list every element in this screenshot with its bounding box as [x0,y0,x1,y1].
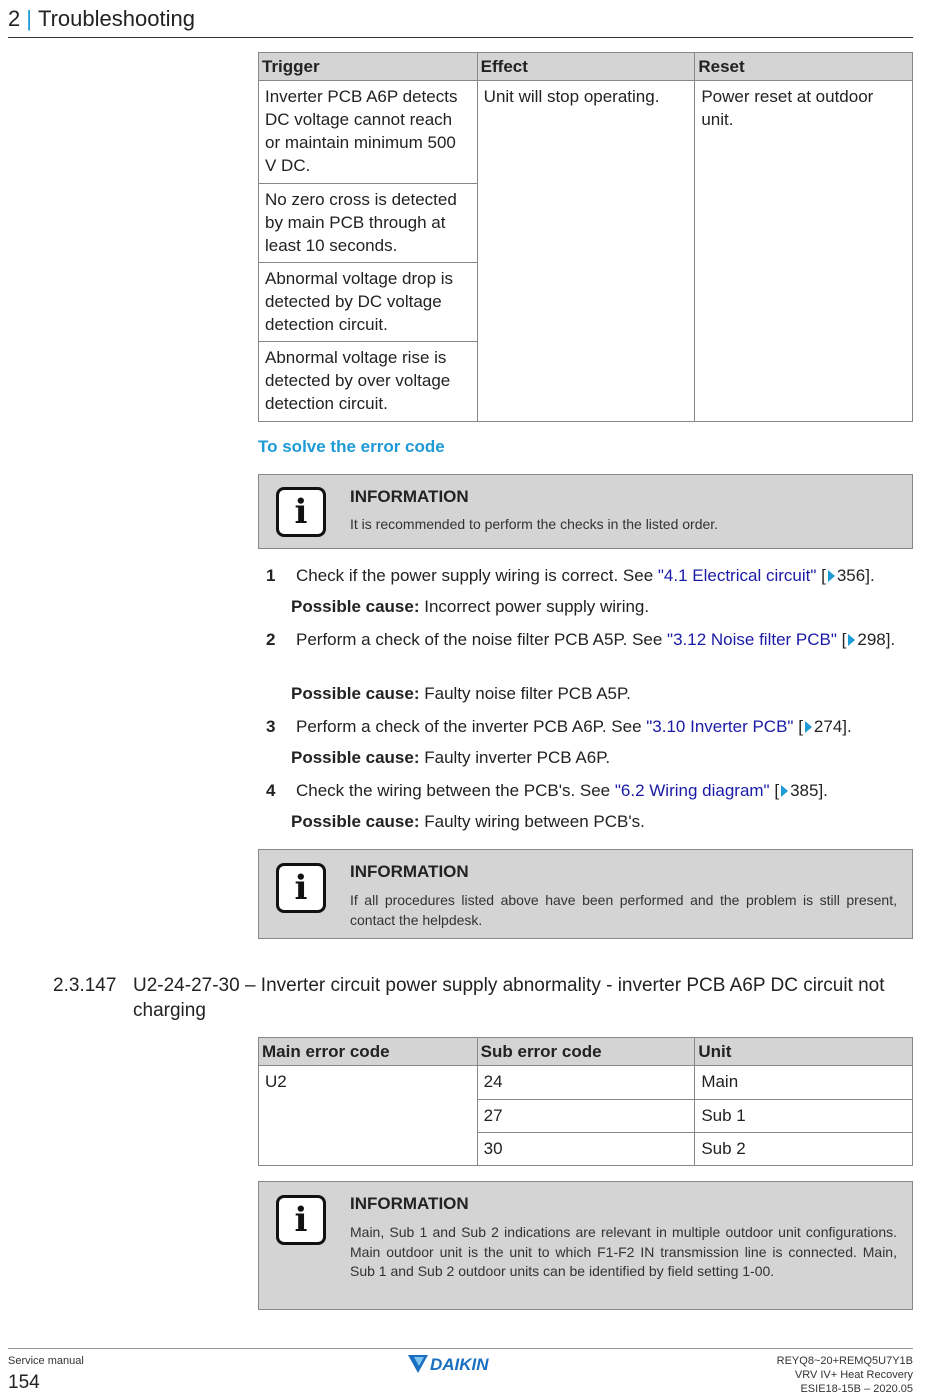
page-arrow-icon [848,634,855,646]
info-title: INFORMATION [350,862,469,881]
reference-link[interactable]: "3.12 Noise filter PCB" [667,630,837,649]
page-ref-close: ]. [818,781,828,800]
cause-label: Possible cause: [291,812,420,831]
column-header-main-error-code: Main error code [259,1038,478,1066]
main-code-cell: U2 [259,1066,478,1166]
page-ref: 385 [790,781,819,800]
column-header-reset: Reset [695,53,913,81]
possible-cause [291,595,649,618]
page-ref-open: [ [836,630,847,649]
chapter-number: 2 [8,6,21,31]
cause-text: Faulty wiring between PCB's. [419,812,645,831]
possible-cause [291,746,610,769]
unit-cell: Sub 1 [695,1100,913,1133]
footer-model: REYQ8~20+REMQ5U7Y1B [776,1355,913,1367]
info-title: INFORMATION [350,1194,469,1213]
reference-link[interactable]: "4.1 Electrical circuit" [657,566,817,585]
possible-cause [291,682,631,705]
daikin-logo-graphic [408,1353,514,1375]
page-arrow-icon [781,785,788,797]
footer-divider [8,1348,913,1349]
cause-label: Possible cause: [291,748,420,767]
column-header-trigger: Trigger [259,53,478,81]
page-ref-close: ]. [842,717,852,736]
step-text [296,779,913,802]
cause-text: Faulty noise filter PCB A5P. [419,684,631,703]
info-icon: i [276,863,326,913]
step-text [296,715,913,738]
step-instruction: Check if the power supply wiring is correct. See [296,566,658,585]
step-text [296,628,913,651]
effect-cell: Unit will stop operating. [477,81,695,422]
page-ref-open: [ [816,566,826,585]
trigger-cell: No zero cross is detected by main PCB through at least 10 seconds. [259,184,478,263]
page-ref: 274 [813,717,843,736]
page-arrow-icon [805,721,812,733]
page-header [8,6,913,38]
page-ref: 356 [836,566,866,585]
reset-cell: Power reset at outdoor unit. [695,81,913,422]
page-ref: 298 [857,630,886,649]
cause-text: Faulty inverter PCB A6P. [419,748,611,767]
footer-product: VRV IV+ Heat Recovery [794,1369,913,1381]
trigger-effect-reset-table [258,52,913,422]
step-instruction: Check the wiring between the PCB's. See [296,781,615,800]
info-text: Main, Sub 1 and Sub 2 indications are relevant in multiple outdoor unit configurations. Main outdoor unit is the unit to which F1-F2 IN transmission line is connected. Main, Sub 1 and Sub 2 outdoor units can be identified by field setting 1-00. [350,1224,897,1279]
footer-doc-id: ESIE18-15B – 2020.05 [800,1383,913,1394]
page-ref-open: [ [793,717,803,736]
table-row [259,1066,913,1100]
section-title: U2-24-27-30 – Inverter circuit power supply abnormality - inverter PCB A6P DC circuit not charging [133,975,885,1021]
information-box [258,1181,913,1310]
reference-link[interactable]: "6.2 Wiring diagram" [614,781,770,800]
step-text [296,564,913,587]
solve-heading: To solve the error code [258,437,445,456]
page-arrow-icon [828,570,835,582]
information-box [258,849,913,939]
footer-doc-type: Service manual [8,1355,84,1367]
sub-code-cell: 30 [477,1133,695,1166]
step-instruction: Perform a check of the noise filter PCB A5P. See [296,630,668,649]
cause-label: Possible cause: [291,684,420,703]
sub-code-cell: 24 [477,1066,695,1100]
step-number: 2 [266,630,276,649]
daikin-logo [408,1353,514,1375]
step-number: 3 [266,717,276,736]
unit-cell: Main [695,1066,913,1100]
error-code-table [258,1037,913,1166]
table-row [259,81,913,184]
page-ref-open: [ [769,781,780,800]
cause-label: Possible cause: [291,597,420,616]
step-instruction: Perform a check of the inverter PCB A6P. See [296,717,647,736]
info-text: It is recommended to perform the checks in the listed order. [350,516,719,532]
info-icon: i [276,1195,326,1245]
info-text: If all procedures listed above have been performed and the problem is still present, contact the helpdesk. [350,892,897,928]
column-header-effect: Effect [477,53,695,81]
page-ref-close: ]. [885,630,896,649]
page-ref-close: ]. [865,566,875,585]
section-number: 2.3.147 [53,975,117,996]
info-icon: i [276,487,326,537]
sub-code-cell: 27 [477,1100,695,1133]
table-header-row [259,53,913,81]
step-number: 1 [266,566,276,585]
logo-text: DAIKIN [430,1355,489,1374]
unit-cell: Sub 2 [695,1133,913,1166]
cause-text: Incorrect power supply wiring. [419,597,650,616]
reference-link[interactable]: "3.10 Inverter PCB" [646,717,794,736]
possible-cause [291,810,645,833]
table-header-row [259,1038,913,1066]
page-number: 154 [8,1372,40,1393]
footer-right [777,1354,913,1394]
trigger-cell: Abnormal voltage rise is detected by over voltage detection circuit. [259,342,478,422]
info-title: INFORMATION [350,487,469,506]
column-header-unit: Unit [695,1038,913,1066]
trigger-cell: Inverter PCB A6P detects DC voltage cannot reach or maintain minimum 500 V DC. [259,81,478,184]
chapter-title: Troubleshooting [37,6,195,31]
header-divider: | [26,6,32,31]
step-number: 4 [266,781,276,800]
information-box [258,474,913,549]
column-header-sub-error-code: Sub error code [477,1038,695,1066]
trigger-cell: Abnormal voltage drop is detected by DC voltage detection circuit. [259,263,478,342]
